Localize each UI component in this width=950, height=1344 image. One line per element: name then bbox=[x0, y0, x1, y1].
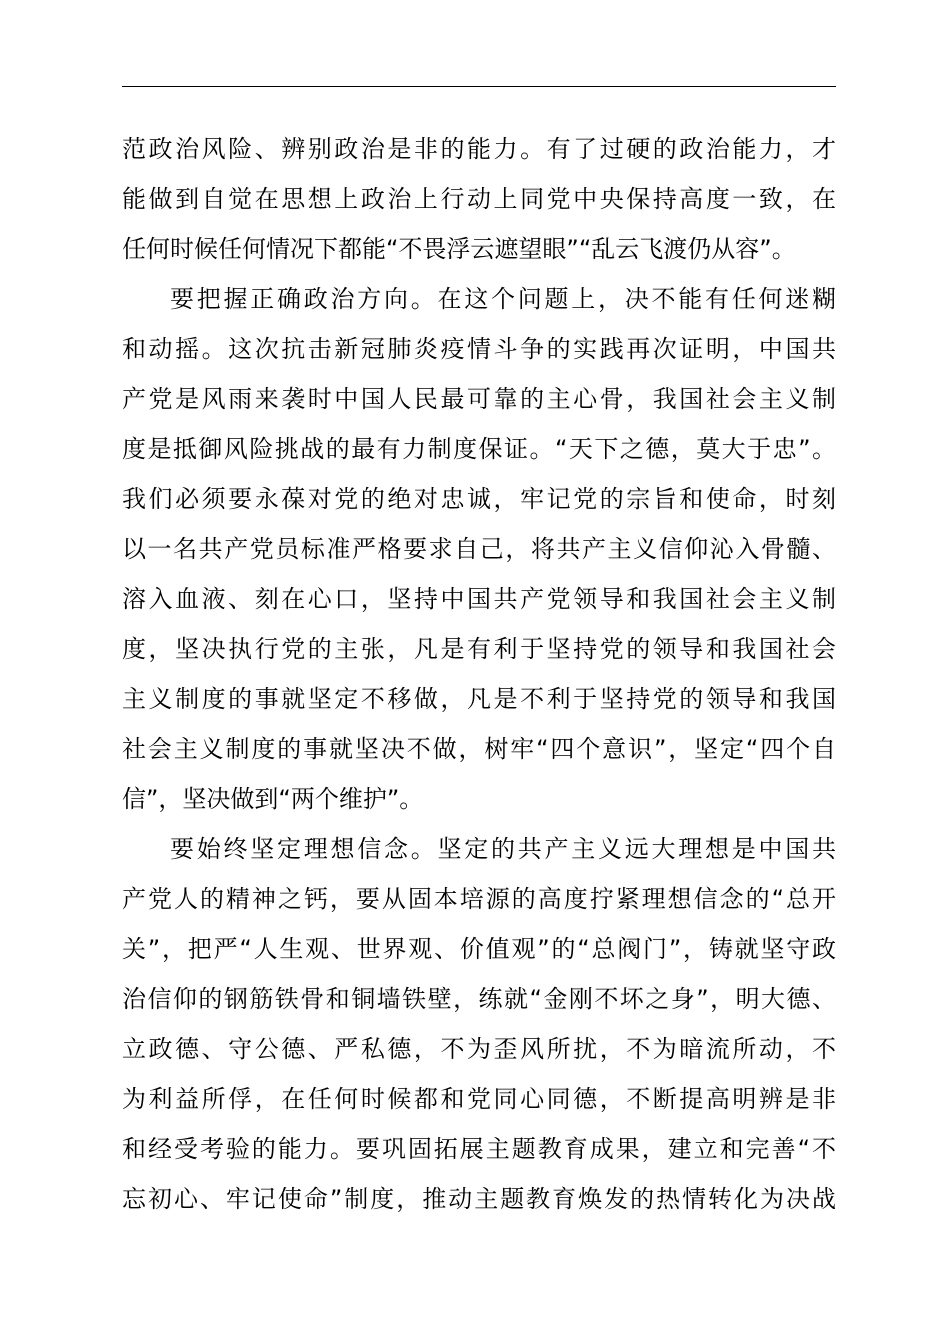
text-line: 产党人的精神之钙，要从固本培源的高度拧紧理想信念的“总开 bbox=[122, 885, 836, 913]
text-line: 和经受考验的能力。要巩固拓展主题教育成果，建立和完善“不 bbox=[122, 1135, 836, 1163]
text-line: 任何时候任何情况下都能“不畏浮云遮望眼”“乱云飞渡仍从容”。 bbox=[122, 235, 796, 263]
text-line: 社会主义制度的事就坚决不做，树牢“四个意识”，坚定“四个自 bbox=[122, 735, 836, 763]
text-line: 主义制度的事就坚定不移做，凡是不利于坚持党的领导和我国 bbox=[122, 685, 836, 713]
text-line: 我们必须要永葆对党的绝对忠诚，牢记党的宗旨和使命，时刻 bbox=[122, 485, 836, 513]
text-line: 度是抵御风险挑战的最有力制度保证。“天下之德，莫大于忠”。 bbox=[122, 435, 836, 463]
text-line: 范政治风险、辨别政治是非的能力。有了过硬的政治能力，才 bbox=[122, 135, 836, 163]
text-line: 立政德、守公德、严私德，不为歪风所扰，不为暗流所动，不 bbox=[122, 1035, 836, 1063]
text-line: 忘初心、牢记使命”制度，推动主题教育焕发的热情转化为决战 bbox=[122, 1185, 836, 1213]
text-line: 为利益所俘，在任何时候都和党同心同德，不断提高明辨是非 bbox=[122, 1085, 836, 1113]
text-line: 以一名共产党员标准严格要求自己，将共产主义信仰沁入骨髓、 bbox=[122, 535, 836, 563]
text-line: 关”，把严“人生观、世界观、价值观”的“总阀门”，铸就坚守政 bbox=[122, 935, 836, 963]
paragraph-first-line: 要把握正确政治方向。在这个问题上，决不能有任何迷糊 bbox=[170, 285, 836, 313]
paragraph-first-line: 要始终坚定理想信念。坚定的共产主义远大理想是中国共 bbox=[170, 835, 836, 863]
text-line: 溶入血液、刻在心口，坚持中国共产党领导和我国社会主义制 bbox=[122, 585, 836, 613]
header-rule bbox=[122, 86, 836, 87]
text-line: 和动摇。这次抗击新冠肺炎疫情斗争的实践再次证明，中国共 bbox=[122, 335, 836, 363]
text-line: 度，坚决执行党的主张，凡是有利于坚持党的领导和我国社会 bbox=[122, 635, 836, 663]
text-line: 产党是风雨来袭时中国人民最可靠的主心骨，我国社会主义制 bbox=[122, 385, 836, 413]
text-line: 信”，坚决做到“两个维护”。 bbox=[122, 785, 424, 813]
body-text bbox=[122, 124, 836, 1224]
text-line: 能做到自觉在思想上政治上行动上同党中央保持高度一致，在 bbox=[122, 185, 836, 213]
text-line: 治信仰的钢筋铁骨和铜墙铁壁，练就“金刚不坏之身”，明大德、 bbox=[122, 985, 836, 1013]
